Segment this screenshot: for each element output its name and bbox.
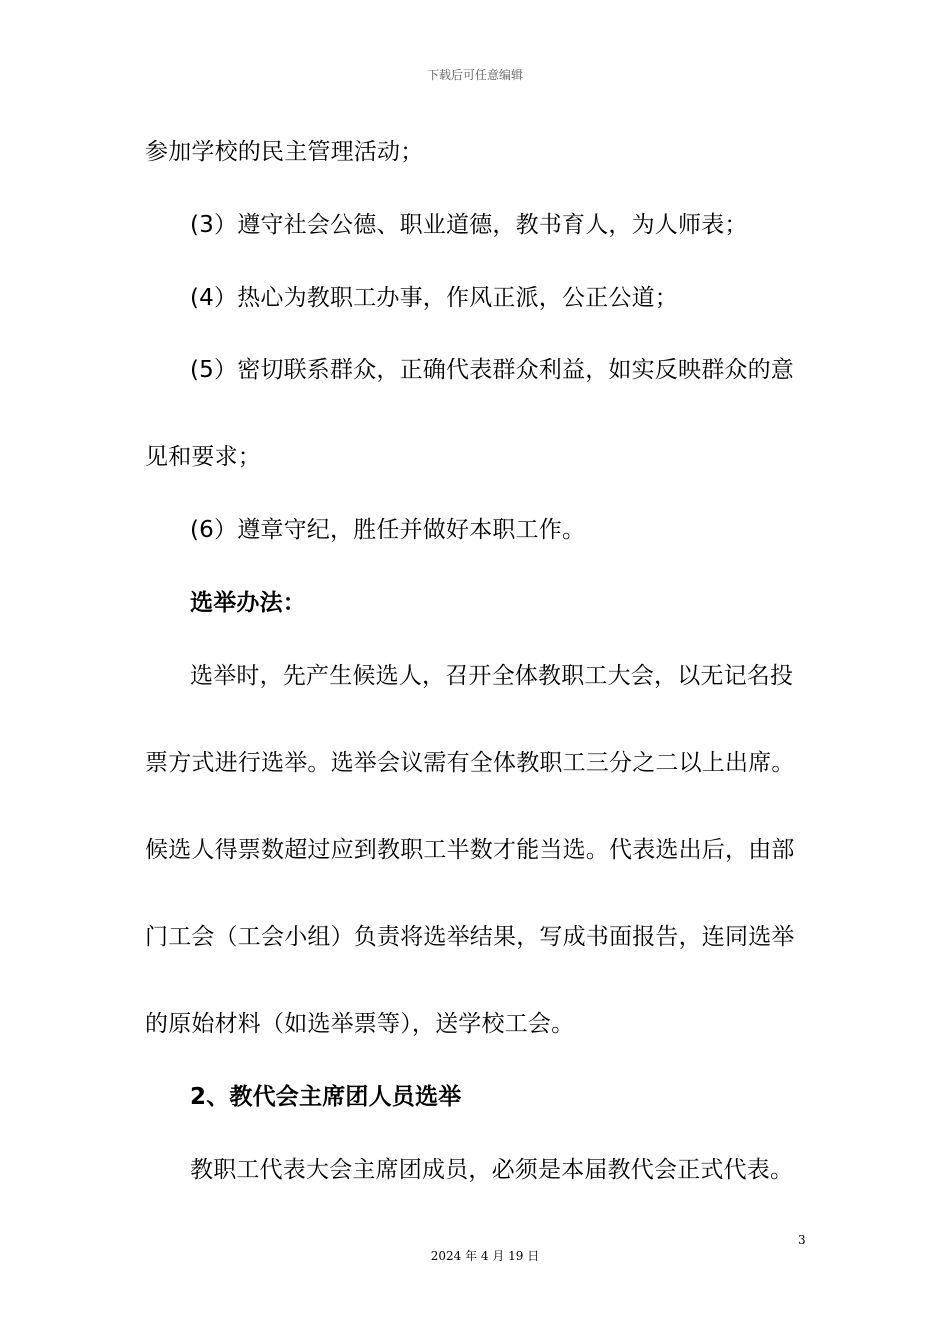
body-line: 选举时，先产生候选人，召开全体教职工大会，以无记名投 (190, 663, 794, 689)
body-line: 见和要求； (145, 444, 261, 470)
page-header: 下载后可任意编辑 (426, 68, 523, 82)
body-line: 门工会（工会小组）负责将选举结果，写成书面报告，连同选举 (145, 924, 795, 950)
body-line: (5）密切联系群众，正确代表群众利益，如实反映群众的意 (190, 357, 795, 383)
body-line: 候选人得票数超过应到教职工半数才能当选。代表选出后，由部 (145, 837, 795, 863)
section-heading: 选举办法： (190, 590, 306, 616)
body-line: (3）遵守社会公德、职业道德，教书育人，为人师表； (190, 212, 748, 238)
body-line: 教职工代表大会主席团成员，必须是本届教代会正式代表。 (190, 1157, 794, 1183)
body-line: (4）热心为教职工办事，作风正派，公正公道； (190, 285, 679, 311)
body-line: (6）遵章守纪，胜任并做好本职工作。 (190, 517, 586, 543)
body-line: 参加学校的民主管理活动； (145, 139, 424, 165)
footer-date: 2024 年 4 月 19 日 (430, 1249, 540, 1263)
page-number: 3 (798, 1233, 806, 1247)
section-heading: 2、教代会主席团人员选举 (190, 1084, 462, 1110)
body-line: 票方式进行选举。选举会议需有全体教职工三分之二以上出席。 (145, 750, 795, 776)
body-line: 的原始材料（如选举票等），送学校工会。 (145, 1011, 575, 1037)
